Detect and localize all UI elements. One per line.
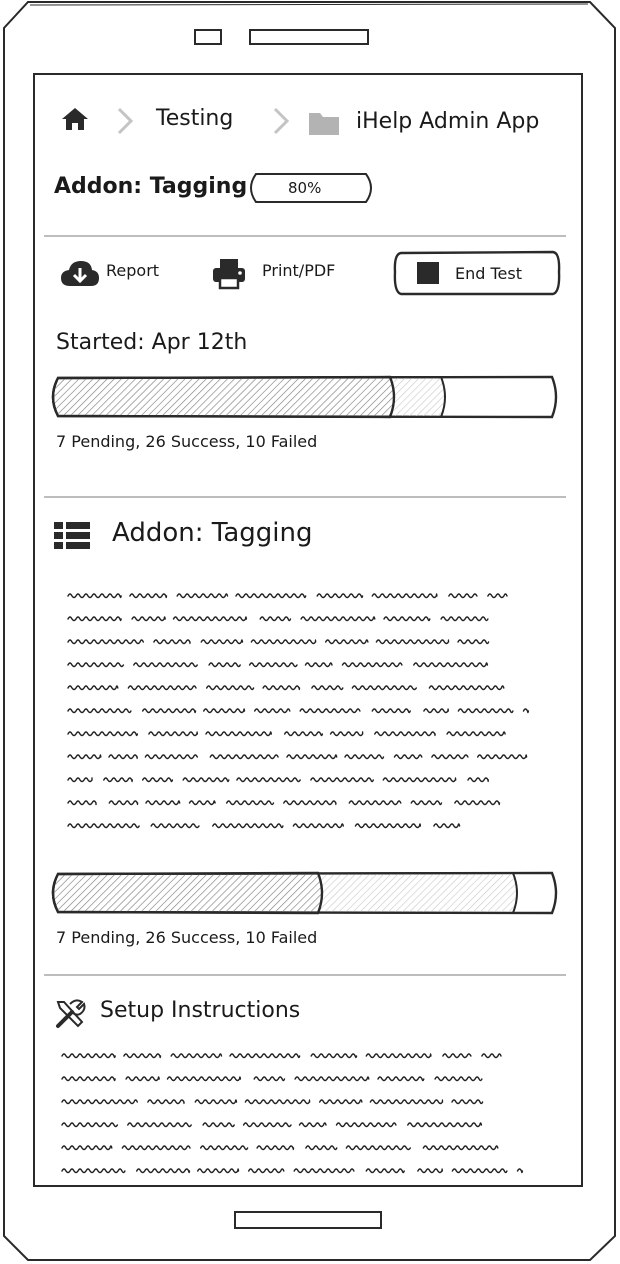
cloud-download-icon — [60, 258, 100, 288]
placeholder-text-line — [68, 801, 500, 805]
placeholder-text-line — [68, 594, 507, 598]
breadcrumb-item-testing[interactable]: Testing — [156, 106, 234, 131]
page-title: Addon: Tagging — [54, 174, 248, 199]
placeholder-text-line — [62, 1169, 522, 1173]
placeholder-text-line — [62, 1054, 501, 1058]
divider — [44, 235, 566, 237]
end-test-button-label: End Test — [455, 264, 522, 283]
chevron-right-icon — [272, 106, 290, 136]
placeholder-text-block — [60, 1046, 540, 1178]
placeholder-text-line — [68, 755, 527, 759]
end-test-button[interactable] — [393, 250, 561, 296]
placeholder-text-line — [68, 686, 504, 690]
addon-progress-summary: 7 Pending, 26 Success, 10 Failed — [56, 928, 318, 947]
started-label: Started: Apr 12th — [56, 330, 248, 355]
placeholder-text-line — [68, 663, 487, 667]
placeholder-text-line — [68, 709, 528, 713]
placeholder-text-line — [68, 778, 488, 782]
print-pdf-button-label: Print/PDF — [262, 261, 336, 280]
list-icon — [54, 522, 90, 550]
addon-progress-bar — [48, 870, 560, 916]
placeholder-text-line — [62, 1123, 481, 1127]
section-title-addon: Addon: Tagging — [112, 518, 313, 548]
placeholder-text-line — [62, 1146, 498, 1150]
placeholder-text-line — [62, 1100, 483, 1104]
home-icon[interactable] — [60, 106, 90, 132]
progress-success-fill — [53, 873, 322, 913]
placeholder-text-line — [68, 732, 505, 736]
progress-badge-label: 80% — [288, 179, 322, 197]
printer-icon — [212, 258, 246, 290]
report-button[interactable] — [58, 254, 186, 290]
divider — [44, 496, 566, 498]
folder-icon — [308, 110, 340, 136]
breadcrumb — [56, 100, 556, 144]
divider — [44, 974, 566, 976]
placeholder-text-line — [68, 617, 488, 621]
print-pdf-button[interactable] — [212, 254, 372, 290]
chevron-right-icon — [116, 106, 134, 136]
overall-progress-bar — [48, 374, 560, 420]
section-title-setup: Setup Instructions — [100, 998, 301, 1023]
placeholder-text-line — [68, 824, 460, 828]
placeholder-text-line — [68, 640, 489, 644]
overall-progress-summary: 7 Pending, 26 Success, 10 Failed — [56, 432, 318, 451]
placeholder-text-block — [66, 586, 546, 836]
placeholder-text-line — [62, 1077, 482, 1081]
progress-success-fill — [53, 377, 394, 417]
report-button-label: Report — [106, 261, 160, 280]
stop-icon — [417, 262, 439, 284]
tools-icon — [54, 998, 86, 1030]
breadcrumb-item-app[interactable]: iHelp Admin App — [356, 109, 540, 134]
progress-badge — [246, 172, 376, 204]
